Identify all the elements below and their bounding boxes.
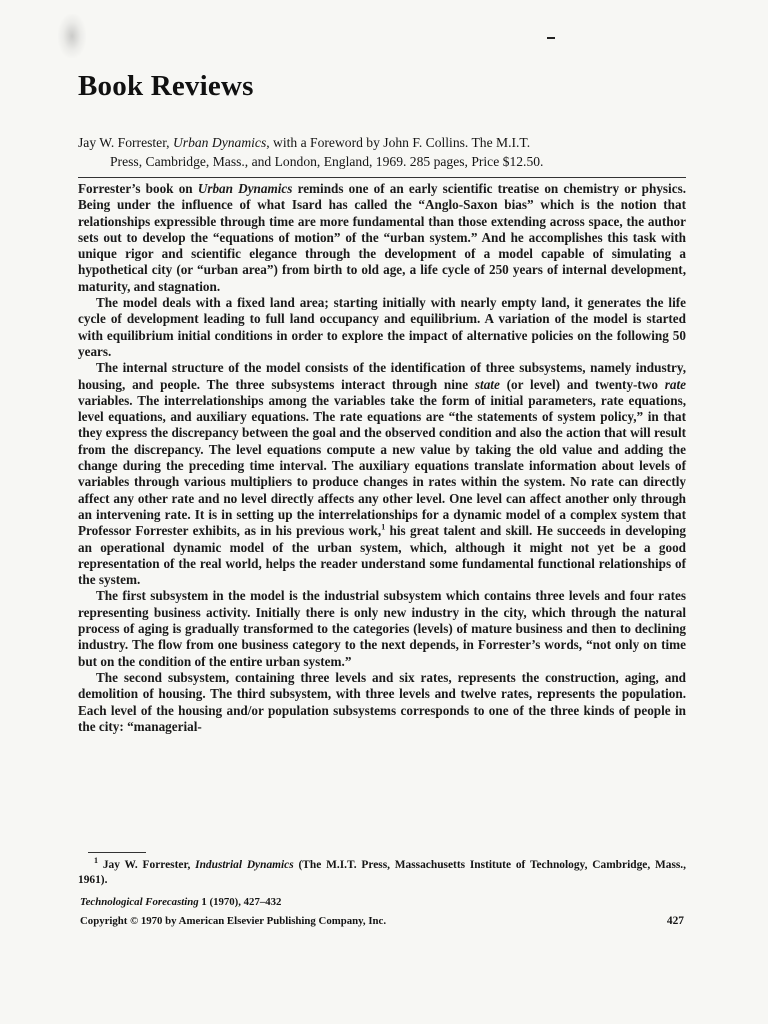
copyright-line: Copyright © 1970 by American Elsevier Publishing Company, Inc. [80, 915, 387, 927]
scan-smudge [58, 14, 86, 58]
paragraph-3-part-4: his great talent and skill. He succeeds in developing an operational dynamic model of the urban system, which, although it might not yet be a good representation of the real world, helps the reader understand some fundamental functional relationships of the system. [78, 523, 686, 588]
journal-name: Technological Forecasting [80, 896, 199, 908]
paragraph-2: The model deals with a fixed land area; starting initially with nearly empty land, it generates the life cycle of development leading to full land occupancy and equilibrium. A variation of the model is started with equilibrium initial conditions in order to explore the impact of alternative policies on the following 50 years. [78, 295, 686, 359]
paragraph-3-part-2: (or level) and twenty-two [499, 376, 665, 392]
citation-author: Jay W. Forrester, [78, 135, 173, 150]
footnote-publisher: (The M.I.T. Press, Massachusetts Institute of Technology, Cambridge, Mass., 1961). [78, 859, 687, 886]
review-body [78, 181, 686, 735]
page-number: 427 [666, 915, 684, 927]
footnote-book-title: Industrial Dynamics [195, 859, 294, 871]
citation-line-2: Press, Cambridge, Mass., and London, England, 1969. 285 pages, Price $12.50. [110, 154, 544, 169]
paragraph-3 [78, 360, 686, 588]
footnote-marker: 1 [94, 856, 98, 866]
paragraph-3-state-term: state [474, 376, 500, 392]
citation-divider [78, 177, 686, 178]
footnote-divider [88, 852, 146, 853]
journal-reference [80, 896, 281, 908]
journal-volume-pages: 1 (1970), 427–432 [198, 896, 282, 908]
paragraph-1 [78, 181, 686, 295]
footnote-author: Jay W. Forrester, [98, 859, 196, 871]
footnote-reference[interactable]: 1 [381, 522, 386, 532]
paragraph-3-rate-term: rate [664, 376, 686, 392]
citation-book-title: Urban Dynamics [172, 135, 267, 150]
paragraph-4: The first subsystem in the model is the industrial subsystem which contains three levels and four rates representing business activity. Initially there is only new industry in the city, which through the natural process of aging is gradually transformed to the categories (levels) of mature business and then to declining industry. The flow from one business category to the next depends, in Forrester’s words, “not only on time but on the condition of the entire urban system.” [78, 588, 686, 669]
paragraph-1-lead: Forrester’s book on [78, 181, 198, 196]
citation-line-1 [78, 133, 686, 152]
section-title: Book Reviews [78, 70, 254, 102]
paragraph-3-part-3: variables. The interrelationships among the variables take the form of initial parameters, rate equations, level equations, and auxiliary equations. The rate equations are “the statements of system policy,” in that they express the discrepancy between the goal and the observed condition and also the action that will result from the discrepancy. The level equations compute a new value by taking the old value and adding the change during the preceding time interval. The auxiliary equations translate information about levels of variables through various multipliers to produce changes in rates within the system. No rate can directly affect any other rate and no level directly affects any other level. One level can affect another only through an intervening rate. It is in setting up the interrelationships for a dynamic model of a complex system that Professor Forrester exhibits, as in his previous work, [78, 392, 686, 539]
scan-mark [547, 37, 555, 39]
paragraph-1-book-title: Urban Dynamics [197, 181, 293, 196]
citation-foreword: , with a Foreword by John F. Collins. The M.I.T. [266, 135, 531, 150]
paragraph-3-part-1: The internal structure of the model consists of the identification of three subsystems, namely industry, housing, and people. The three subsystems interact through nine [78, 360, 686, 392]
book-citation [78, 133, 686, 171]
paragraph-5: The second subsystem, containing three levels and six rates, represents the construction, aging, and demolition of housing. The third subsystem, with three levels and twelve rates, represents the population. Each level of the housing and/or population subsystems corresponds to one of the three kinds of people in the city: “managerial- [78, 669, 686, 734]
footnote [78, 858, 686, 887]
paragraph-1-text: reminds one of an early scientific treatise on chemistry or physics. Being under the influence of what Isard has called the “Anglo-Saxon bias” which is the notion that relationships expressible through time are more fundamental than those extending across space, the author sets out to develop the “equations of motion” of the “urban system.” And he accomplishes this task with unique rigor and scientific elegance through the development of a model capable of simulating a hypothetical city (or “urban area”) from birth to old age, a life cycle of 250 years of internal development, maturity, and stagnation. [78, 181, 686, 294]
